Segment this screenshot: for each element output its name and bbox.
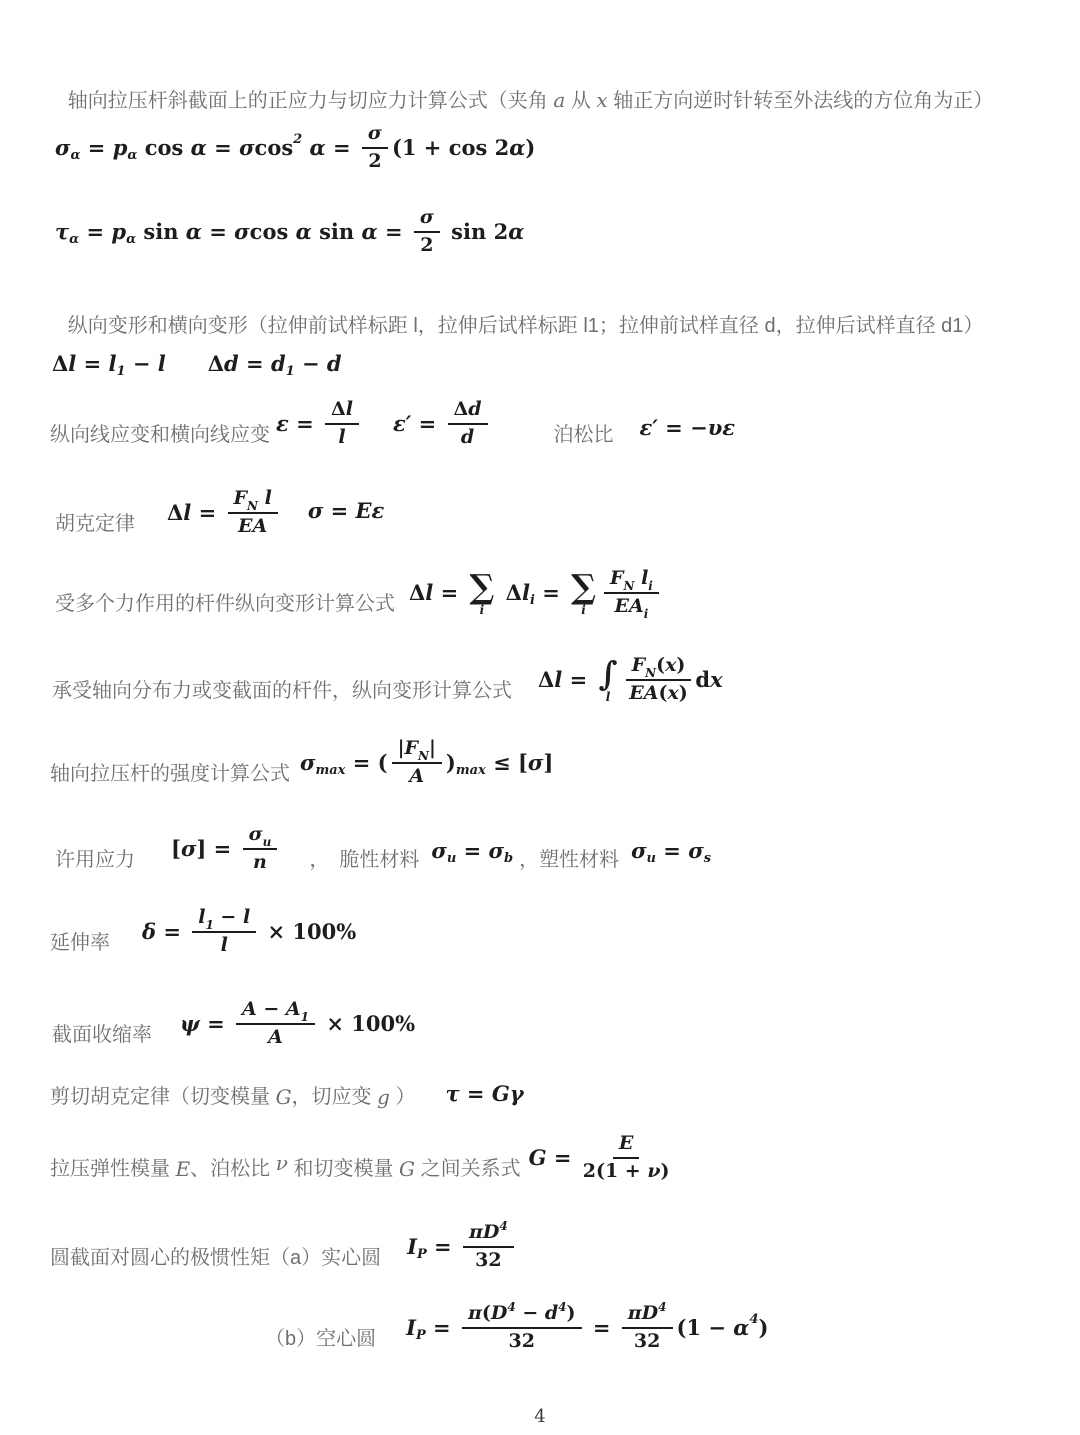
label-brittle-material: 脆性材料 xyxy=(339,848,420,871)
formula-normal-stress-oblique: σ α = p α cos α = σ cos 2 α = $\frac{\sigma}{2}$ (1 + cos 2 α ) xyxy=(55,122,536,172)
shear-hooke-var-G: G xyxy=(275,1085,292,1110)
title-text-mid: 从 xyxy=(565,90,597,112)
polar-moment-hollow-row xyxy=(265,1299,769,1354)
modulus-var-G: G xyxy=(399,1156,416,1181)
formula-lateral-strain: ε′ = Δ d d xyxy=(393,398,492,450)
comma-separator-1: ， xyxy=(309,848,330,871)
formula-allowable-stress: [ σ ] = σ u n xyxy=(171,823,281,875)
formula-shear-stress-oblique: τ α = p α sin α = σ cos α sin α = $\frac{\sigma}{2}$ sin 2 α xyxy=(55,206,525,256)
formula-area-reduction: ψ = A − A 1 A × 100% xyxy=(180,998,416,1048)
formula-normal-stress-oblique-row xyxy=(55,122,535,174)
label-linear-strain: 纵向线应变和横向线应变 xyxy=(50,423,270,446)
label-polar-moment-solid: 圆截面对圆心的极惯性矩（a）实心圆 xyxy=(50,1246,382,1269)
page-number: 4 xyxy=(534,1406,546,1427)
label-modulus-mid2: 和切变模量 xyxy=(287,1157,400,1180)
title-var-a: a xyxy=(553,88,566,112)
formula-plastic-ultimate: σ u = σ s xyxy=(631,838,712,867)
label-shear-hooke-mid: ，切应变 xyxy=(291,1086,378,1109)
formula-multiforce-elongation: Δ l = ∑ i Δ l i = ∑ i F N l i EA i xyxy=(409,567,663,619)
strength-condition-row xyxy=(50,737,553,789)
label-shear-hooke-post: ） xyxy=(389,1086,416,1109)
label-plastic-material: 塑性材料 xyxy=(539,848,620,871)
linear-strain-row xyxy=(50,398,735,450)
label-elongation-rate: 延伸率 xyxy=(50,931,110,954)
title-text-post: 轴正方向逆时针转至外法线的方位角为正） xyxy=(607,90,994,112)
formula-shear-stress-oblique-row xyxy=(55,206,524,258)
modulus-var-nu: ν xyxy=(275,1150,288,1175)
label-shear-hooke-pre: 剪切胡克定律（切变模量 xyxy=(50,1086,276,1109)
formula-hookes-law-elongation: Δ l = F N l EA xyxy=(167,487,282,539)
label-polar-moment-hollow: （b）空心圆 xyxy=(265,1327,377,1350)
multiforce-row xyxy=(55,567,663,619)
formula-polar-moment-solid: I P = πD 4 32 xyxy=(407,1221,518,1273)
comma-separator-2: ， xyxy=(519,848,540,871)
modulus-relation-row xyxy=(50,1132,674,1184)
label-strength-condition: 轴向拉压杆的强度计算公式 xyxy=(50,762,290,785)
hookes-law-row xyxy=(55,487,384,539)
formula-elongation-definitions: Δ l = l 1 − l Δ d = d 1 − d xyxy=(52,351,342,380)
formula-modulus-relation: G = E 2(1 + ν ) xyxy=(528,1132,670,1182)
label-allowable-stress: 许用应力 xyxy=(55,848,135,871)
label-area-reduction: 截面收缩率 xyxy=(52,1023,152,1046)
formula-hookes-law-stress: σ = Eε xyxy=(307,498,385,524)
label-hookes-law: 胡克定律 xyxy=(55,512,135,535)
formula-elongation-rate: δ = l 1 − l l × 100% xyxy=(142,906,357,956)
label-multiforce: 受多个力作用的杆件纵向变形计算公式 xyxy=(55,592,395,615)
title-text: 轴向拉压杆斜截面上的正应力与切应力计算公式（夹角 xyxy=(67,90,554,112)
formula-distributed-elongation: Δ l = ∫ l F N ( x ) EA ( x ) d x xyxy=(538,653,723,704)
formula-shear-hooke: τ = Gγ xyxy=(445,1081,524,1106)
label-distributed-load: 承受轴向分布力或变截面的杆件，纵向变形计算公式 xyxy=(52,679,512,702)
label-modulus-mid1: 、泊松比 xyxy=(190,1157,276,1180)
label-poisson-ratio: 泊松比 xyxy=(553,423,614,446)
distributed-load-row xyxy=(52,654,723,706)
label-modulus-post: 之间关系式 xyxy=(415,1157,521,1180)
formula-longitudinal-strain: ε = Δ l l xyxy=(276,398,363,450)
shear-hooke-row xyxy=(50,1080,524,1112)
formula-poisson-relation: ε′ = − υε xyxy=(639,415,736,441)
formula-polar-moment-hollow: I P = π ( D 4 − d 4 ) 32 = πD 4 32 (1 − α 4 ) xyxy=(406,1299,769,1352)
label-modulus-pre: 拉压弹性模量 xyxy=(50,1157,176,1180)
formula-strength-condition: σ max = ( | F N | A ) max ≤ [ σ ] xyxy=(300,737,554,787)
deformation-definitions-text: 纵向变形和横向变形（拉伸前试样标距 l，拉伸后试样标距 l1；拉伸前试样直径 d，拉伸后试样直径 d1） xyxy=(67,315,984,337)
modulus-var-E: E xyxy=(175,1156,191,1181)
formula-brittle-ultimate: σ u = σ b xyxy=(431,838,514,867)
formula-elongation-definitions-row xyxy=(52,350,342,380)
allowable-stress-row xyxy=(55,823,711,875)
elongation-rate-row xyxy=(50,906,356,958)
title-var-x: x xyxy=(596,88,608,112)
polar-moment-solid-row xyxy=(50,1218,518,1273)
shear-hooke-var-g: g xyxy=(377,1085,390,1110)
text-deformation-definitions xyxy=(50,291,983,356)
area-reduction-row xyxy=(52,998,415,1050)
